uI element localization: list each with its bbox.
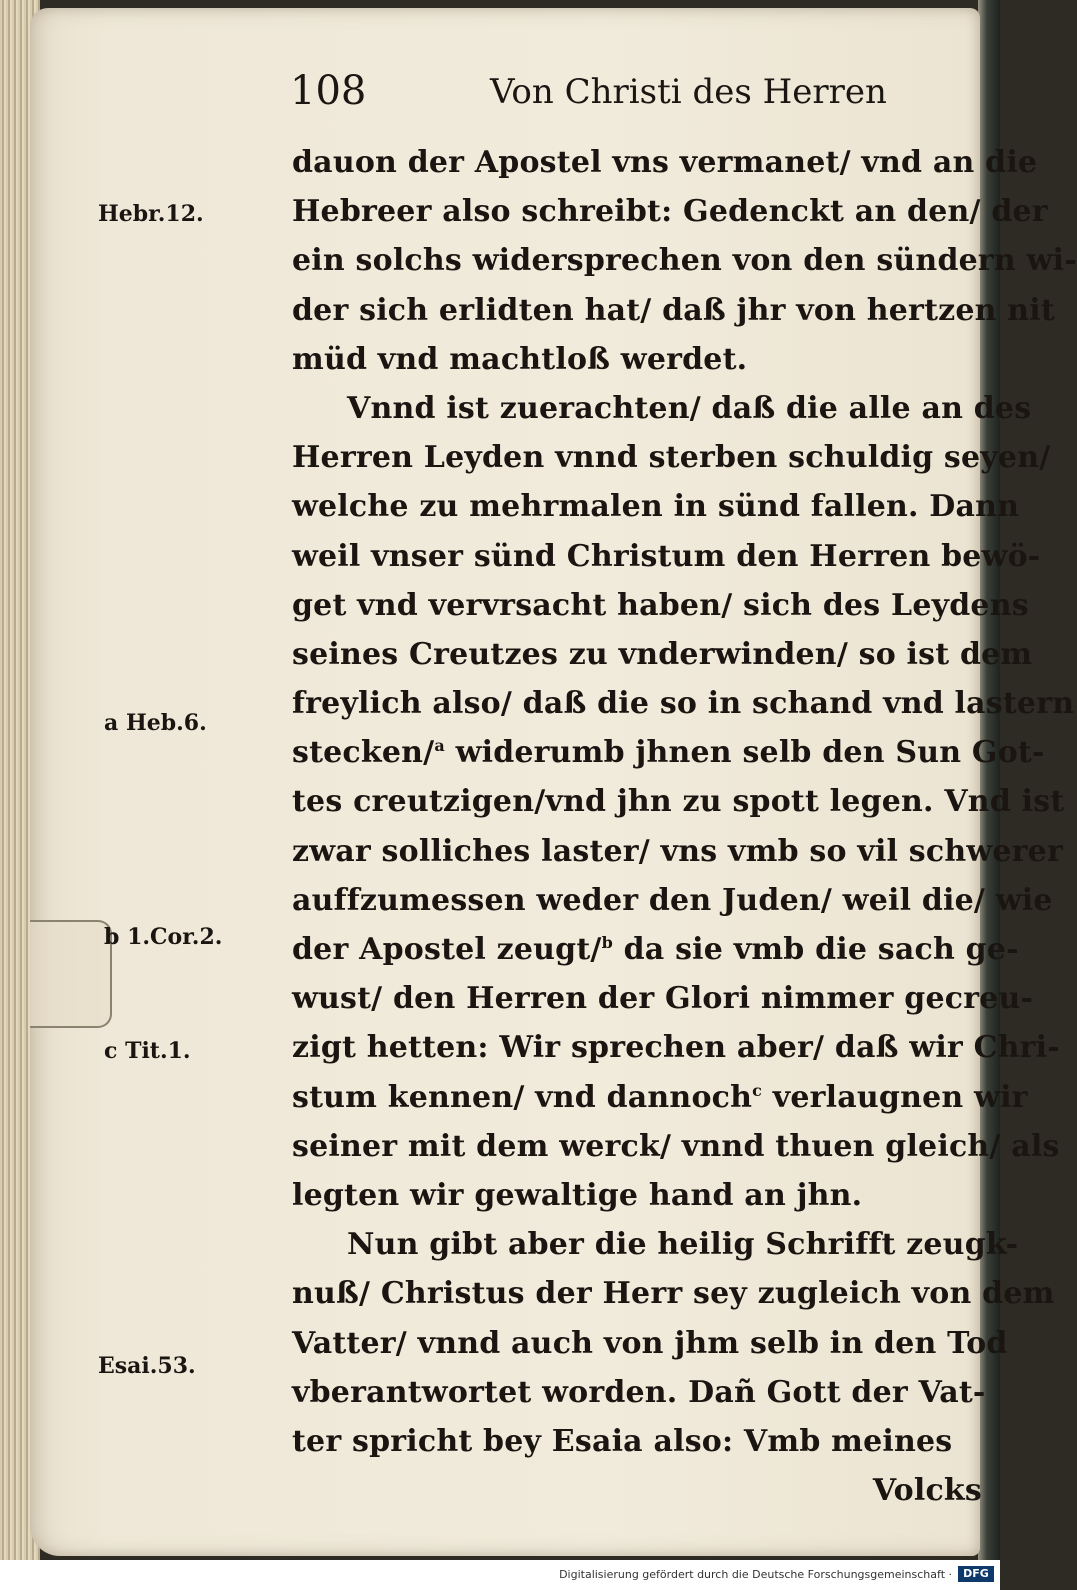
text-line: zwar solliches laster/ vns vmb so vil schwerer: [292, 833, 1063, 869]
text-line: nuß/ Christus der Herr sey zugleich von dem: [292, 1276, 1055, 1312]
note-marker: c: [104, 1038, 118, 1064]
text-line: ein solchs widersprechen von den sündern wi-: [292, 243, 1077, 279]
text-line: seines Creutzes zu vnderwinden/ so ist dem: [292, 636, 1033, 672]
page-clip: [30, 920, 112, 1028]
running-head: Von Christi des Herren: [490, 72, 887, 112]
body-text: [292, 138, 1077, 1515]
text-line: auffzumessen weder den Juden/ weil die/ wie: [292, 882, 1053, 918]
text-line: tes creutzigen/vnd jhn zu spott legen. Vnd ist: [292, 784, 1065, 820]
text-line: zigt hetten: Wir sprechen aber/ daß wir Chri-: [292, 1030, 1060, 1066]
text-line: Hebreer also schreibt: Gedenckt an den/ der: [292, 194, 1048, 230]
footnote-marker: b: [601, 933, 613, 952]
book-page: [30, 8, 1077, 1556]
text-line: get vnd vervrsacht haben/ sich des Leydens: [292, 587, 1029, 623]
note-marker: a: [104, 710, 119, 736]
text-line: stecken/$^a$ widerumb jhnen selb den Sun Got-: [292, 735, 1045, 771]
text-line: der Apostel zeugt/$^b$ da sie vmb die sach ge-: [292, 932, 1019, 967]
margin-note: Hebr.12.: [98, 201, 204, 227]
text-line: ter spricht bey Esaia also: Vmb meines: [292, 1423, 953, 1459]
footer-bar: [0, 1560, 1000, 1590]
margin-note: Esai.53.: [98, 1353, 196, 1379]
footnote-marker: c: [752, 1080, 763, 1100]
text-line: vberantwortet worden. Dañ Gott der Vat-: [292, 1374, 986, 1410]
margin-note: b 1.Cor.2.: [104, 924, 223, 950]
text-line: dauon der Apostel vns vermanet/ vnd an die: [292, 145, 1038, 180]
text-line: Vatter/ vnnd auch von jhm selb in den Tod: [292, 1325, 1008, 1361]
page-header: [280, 68, 887, 118]
dfg-logo: DFG: [958, 1566, 994, 1582]
page-number: 108: [290, 68, 367, 114]
text-line: Vnnd ist zuerachten/ daß die alle an des: [347, 390, 1032, 426]
catchword: Volcks: [872, 1473, 982, 1509]
text-line: Nun gibt aber die heilig Schrifft zeugk-: [347, 1227, 1019, 1263]
margin-note: c Tit.1.: [104, 1038, 191, 1064]
text-line: müd vnd machtloß werdet.: [292, 341, 748, 377]
text-line: Herren Leyden vnnd sterben schuldig seyen/: [292, 440, 1051, 476]
funding-credit: Digitalisierung gefördert durch die Deutsche Forschungsgemeinschaft ·: [559, 1568, 952, 1581]
text-line: weil vnser sünd Christum den Herren bewö-: [292, 538, 1041, 574]
text-line: freylich also/ daß die so in schand vnd lastern: [292, 686, 1075, 722]
text-line: seiner mit dem werck/ vnnd thuen gleich/ als: [292, 1128, 1060, 1164]
text-line: legten wir gewaltige hand an jhn.: [292, 1177, 863, 1213]
text-line: stum kennen/ vnd dannoch$^c$ verlaugnen wir: [292, 1079, 1028, 1115]
note-marker: b: [104, 924, 120, 950]
footnote-marker: a: [434, 736, 445, 756]
text-line: wust/ den Herren der Glori nimmer gecreu-: [292, 981, 1034, 1017]
text-line: welche zu mehrmalen in sünd fallen. Dann: [292, 489, 1020, 525]
margin-note: a Heb.6.: [104, 710, 207, 736]
text-line: der sich erlidten hat/ daß jhr von hertzen nit: [292, 292, 1055, 328]
